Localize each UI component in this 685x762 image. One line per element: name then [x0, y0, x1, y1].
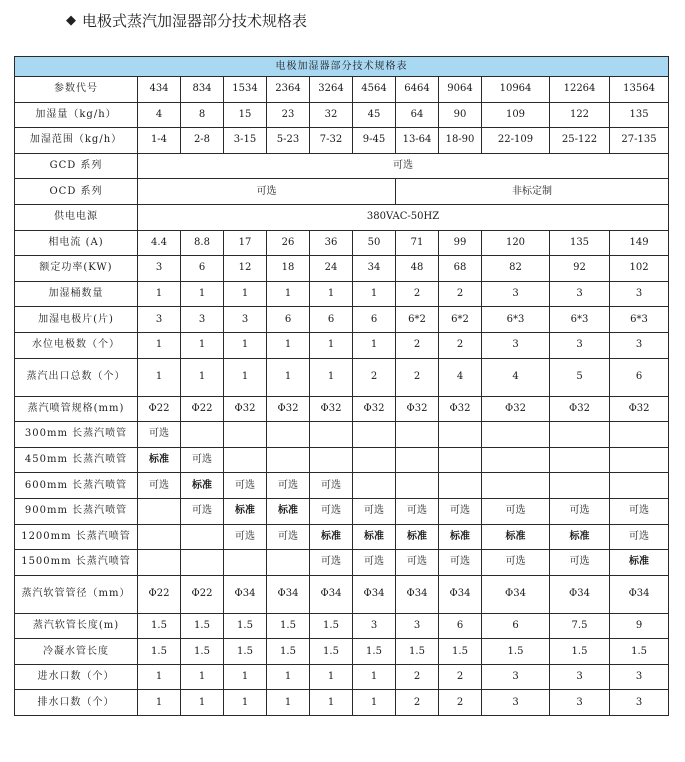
table-row — [15, 230, 669, 256]
table-cell: 1.5 — [181, 613, 224, 639]
table-cell — [138, 524, 181, 550]
table-cell: 3 — [181, 307, 224, 333]
table-row — [15, 690, 669, 716]
table-row — [15, 498, 669, 524]
table-cell: 135 — [610, 102, 669, 128]
table-cell: 1.5 — [550, 639, 610, 665]
table-cell: 6 — [439, 613, 482, 639]
table-cell — [267, 550, 310, 576]
table-cell: 可选 — [181, 447, 224, 473]
table-cell: 可选 — [224, 524, 267, 550]
table-title: 电极加湿器部分技术规格表 — [15, 57, 669, 77]
table-cell — [181, 550, 224, 576]
spec-table — [14, 56, 669, 716]
table-cell: 3 — [550, 332, 610, 358]
table-cell: Φ32 — [396, 396, 439, 422]
table-cell: Φ22 — [138, 575, 181, 613]
table-cell: 1 — [353, 281, 396, 307]
row-label: 进水口数（个） — [15, 664, 138, 690]
table-cell — [610, 447, 669, 473]
table-cell: 23 — [267, 102, 310, 128]
row-label: 1200mm 长蒸汽喷管 — [15, 524, 138, 550]
table-cell: 1 — [224, 281, 267, 307]
table-cell: 26 — [267, 230, 310, 256]
row-label: GCD 系列 — [15, 153, 138, 179]
table-cell: 1 — [267, 690, 310, 716]
row-label: 600mm 长蒸汽喷管 — [15, 473, 138, 499]
table-cell: 1.5 — [181, 639, 224, 665]
table-cell: 99 — [439, 230, 482, 256]
table-cell — [138, 550, 181, 576]
table-cell: 2 — [439, 664, 482, 690]
table-cell: 1534 — [224, 77, 267, 103]
table-cell: 2 — [439, 281, 482, 307]
table-cell: 可选 — [224, 473, 267, 499]
table-cell — [396, 422, 439, 448]
table-cell — [396, 473, 439, 499]
spanning-cell: 380VAC-50HZ — [138, 204, 669, 230]
table-cell: 标准 — [224, 498, 267, 524]
table-cell: 27-135 — [610, 128, 669, 154]
row-label: 冷凝水管长度 — [15, 639, 138, 665]
table-row — [15, 179, 669, 205]
table-row — [15, 396, 669, 422]
table-cell: 3 — [550, 281, 610, 307]
table-row — [15, 524, 669, 550]
table-cell — [482, 447, 550, 473]
table-row — [15, 128, 669, 154]
table-cell: 34 — [353, 256, 396, 282]
table-row — [15, 77, 669, 103]
table-cell: 4 — [439, 358, 482, 396]
table-cell: 可选 — [396, 498, 439, 524]
table-cell: 可选 — [138, 473, 181, 499]
table-cell: 1 — [224, 664, 267, 690]
table-row — [15, 422, 669, 448]
table-cell: 6*2 — [396, 307, 439, 333]
table-cell: 1 — [138, 332, 181, 358]
table-cell: 可选 — [310, 473, 353, 499]
table-cell: 25-122 — [550, 128, 610, 154]
table-cell: 4.4 — [138, 230, 181, 256]
table-cell: 22-109 — [482, 128, 550, 154]
row-label: 加湿桶数量 — [15, 281, 138, 307]
table-cell: Φ32 — [310, 396, 353, 422]
table-cell — [181, 524, 224, 550]
table-cell: 标准 — [353, 524, 396, 550]
table-cell: Φ22 — [138, 396, 181, 422]
table-cell: 8.8 — [181, 230, 224, 256]
table-cell: 可选 — [181, 498, 224, 524]
table-cell: 2364 — [267, 77, 310, 103]
table-cell — [267, 447, 310, 473]
table-cell: 3 — [224, 307, 267, 333]
table-cell: 834 — [181, 77, 224, 103]
page-heading — [0, 0, 685, 40]
table-cell: Φ34 — [310, 575, 353, 613]
table-cell: Φ32 — [610, 396, 669, 422]
heading-text: 电极式蒸汽加湿器部分技术规格表 — [82, 11, 308, 30]
table-cell: Φ32 — [439, 396, 482, 422]
table-cell: 标准 — [482, 524, 550, 550]
table-cell: 2 — [396, 332, 439, 358]
table-cell: 48 — [396, 256, 439, 282]
table-cell: 120 — [482, 230, 550, 256]
table-cell: 3-15 — [224, 128, 267, 154]
table-cell: 13-64 — [396, 128, 439, 154]
table-cell: 32 — [310, 102, 353, 128]
table-cell: 3 — [482, 281, 550, 307]
table-row — [15, 153, 669, 179]
table-row — [15, 664, 669, 690]
table-cell — [482, 422, 550, 448]
table-cell: 3 — [610, 664, 669, 690]
table-cell: 5-23 — [267, 128, 310, 154]
table-cell: 1-4 — [138, 128, 181, 154]
table-row — [15, 613, 669, 639]
table-row — [15, 307, 669, 333]
table-cell: 可选 — [353, 498, 396, 524]
table-cell: 4 — [138, 102, 181, 128]
row-label: 蒸汽软管管径（mm） — [15, 575, 138, 613]
table-cell — [224, 550, 267, 576]
table-cell: Φ34 — [267, 575, 310, 613]
table-cell: 可选 — [310, 498, 353, 524]
table-cell: 3 — [482, 332, 550, 358]
table-cell: 1.5 — [482, 639, 550, 665]
table-title-row — [15, 57, 669, 77]
table-cell: 3 — [610, 332, 669, 358]
table-cell: Φ32 — [482, 396, 550, 422]
table-cell: 6*3 — [610, 307, 669, 333]
table-cell: 7-32 — [310, 128, 353, 154]
table-cell: 6*3 — [482, 307, 550, 333]
table-cell: 可选 — [396, 550, 439, 576]
table-cell: 1 — [181, 281, 224, 307]
table-cell: 可选 — [610, 498, 669, 524]
table-cell: 1 — [138, 690, 181, 716]
row-label: 1500mm 长蒸汽喷管 — [15, 550, 138, 576]
table-cell — [482, 473, 550, 499]
table-row — [15, 639, 669, 665]
table-cell: Φ34 — [550, 575, 610, 613]
table-cell: 3 — [353, 613, 396, 639]
row-label: 300mm 长蒸汽喷管 — [15, 422, 138, 448]
table-cell: 6 — [310, 307, 353, 333]
table-cell: 1 — [224, 358, 267, 396]
table-cell: 13564 — [610, 77, 669, 103]
table-row — [15, 332, 669, 358]
row-label: 蒸汽喷管规格(mm) — [15, 396, 138, 422]
table-cell: 2 — [353, 358, 396, 396]
table-cell: Φ34 — [610, 575, 669, 613]
table-cell: 3 — [396, 613, 439, 639]
table-cell: 82 — [482, 256, 550, 282]
table-cell — [610, 422, 669, 448]
table-row — [15, 102, 669, 128]
table-cell: Φ34 — [396, 575, 439, 613]
row-label: OCD 系列 — [15, 179, 138, 205]
table-cell: Φ32 — [267, 396, 310, 422]
table-row — [15, 256, 669, 282]
row-label: 参数代号 — [15, 77, 138, 103]
table-cell: 1.5 — [396, 639, 439, 665]
table-cell: 3 — [482, 664, 550, 690]
table-cell: 1 — [224, 690, 267, 716]
table-cell: 6 — [267, 307, 310, 333]
row-label: 蒸汽软管长度(m) — [15, 613, 138, 639]
table-cell — [267, 422, 310, 448]
table-cell: 1.5 — [224, 613, 267, 639]
table-cell: 标准 — [267, 498, 310, 524]
table-cell: 5 — [550, 358, 610, 396]
table-cell: 109 — [482, 102, 550, 128]
table-cell: Φ34 — [353, 575, 396, 613]
table-cell: 1 — [267, 664, 310, 690]
table-cell — [181, 422, 224, 448]
row-label: 供电电源 — [15, 204, 138, 230]
table-cell: 68 — [439, 256, 482, 282]
table-cell — [224, 447, 267, 473]
table-cell: 3 — [550, 690, 610, 716]
table-cell: 3 — [138, 256, 181, 282]
table-cell: 1 — [181, 664, 224, 690]
table-row — [15, 550, 669, 576]
table-cell: 可选 — [267, 473, 310, 499]
table-cell — [550, 422, 610, 448]
table-cell: 可选 — [482, 498, 550, 524]
table-cell: 18-90 — [439, 128, 482, 154]
table-cell: Φ32 — [550, 396, 610, 422]
table-row — [15, 281, 669, 307]
table-cell: 50 — [353, 230, 396, 256]
table-cell: 1.5 — [353, 639, 396, 665]
table-cell: 3 — [482, 690, 550, 716]
table-cell: 6*2 — [439, 307, 482, 333]
table-cell: 1 — [310, 664, 353, 690]
table-cell: 18 — [267, 256, 310, 282]
table-cell: 标准 — [439, 524, 482, 550]
table-cell: Φ22 — [181, 396, 224, 422]
table-cell: Φ34 — [482, 575, 550, 613]
table-cell — [224, 422, 267, 448]
table-cell: 8 — [181, 102, 224, 128]
table-cell: 可选 — [267, 524, 310, 550]
row-label: 450mm 长蒸汽喷管 — [15, 447, 138, 473]
table-cell: 6 — [353, 307, 396, 333]
table-cell: 6464 — [396, 77, 439, 103]
table-cell: Φ32 — [224, 396, 267, 422]
table-cell: 标准 — [610, 550, 669, 576]
table-cell — [353, 422, 396, 448]
table-cell: 1.5 — [439, 639, 482, 665]
table-cell: 10964 — [482, 77, 550, 103]
table-cell: 36 — [310, 230, 353, 256]
row-label: 加湿量（kg/h） — [15, 102, 138, 128]
table-cell: 6 — [181, 256, 224, 282]
table-cell: 71 — [396, 230, 439, 256]
table-cell: 可选 — [138, 422, 181, 448]
table-cell: 149 — [610, 230, 669, 256]
row-label: 900mm 长蒸汽喷管 — [15, 498, 138, 524]
table-cell — [550, 447, 610, 473]
row-label: 加湿范围（kg/h） — [15, 128, 138, 154]
table-cell: 2 — [396, 358, 439, 396]
table-cell: 2 — [439, 690, 482, 716]
table-cell: 1.5 — [610, 639, 669, 665]
table-cell: 3264 — [310, 77, 353, 103]
table-cell: 90 — [439, 102, 482, 128]
table-cell: 12 — [224, 256, 267, 282]
table-cell: 1.5 — [138, 639, 181, 665]
table-cell: 可选 — [353, 550, 396, 576]
row-label: 排水口数（个） — [15, 690, 138, 716]
table-cell: 135 — [550, 230, 610, 256]
table-cell: 1 — [138, 281, 181, 307]
table-cell: 可选 — [550, 498, 610, 524]
table-cell: 可选 — [310, 550, 353, 576]
table-row — [15, 473, 669, 499]
spanning-cell-right: 非标定制 — [396, 179, 669, 205]
table-cell: 17 — [224, 230, 267, 256]
table-cell: 1 — [181, 690, 224, 716]
table-cell: 标准 — [310, 524, 353, 550]
table-cell: Φ32 — [353, 396, 396, 422]
table-cell: 1 — [267, 281, 310, 307]
table-cell: 2 — [439, 332, 482, 358]
table-cell: 标准 — [550, 524, 610, 550]
table-cell: 1 — [353, 332, 396, 358]
table-cell: 1 — [310, 690, 353, 716]
table-cell: Φ34 — [439, 575, 482, 613]
table-cell: 1 — [310, 332, 353, 358]
table-cell: 3 — [138, 307, 181, 333]
table-cell: 1.5 — [267, 639, 310, 665]
spanning-cell-left: 可选 — [138, 179, 396, 205]
table-cell: 6 — [610, 358, 669, 396]
table-cell: 1 — [310, 281, 353, 307]
table-cell: 1 — [310, 358, 353, 396]
table-cell: 92 — [550, 256, 610, 282]
row-label: 相电流 (A) — [15, 230, 138, 256]
table-cell: 7.5 — [550, 613, 610, 639]
table-cell: 6 — [482, 613, 550, 639]
spanning-cell: 可选 — [138, 153, 669, 179]
row-label: 加湿电极片(片) — [15, 307, 138, 333]
table-cell: 2 — [396, 281, 439, 307]
table-cell: 64 — [396, 102, 439, 128]
table-cell: 3 — [610, 690, 669, 716]
table-cell: 标准 — [138, 447, 181, 473]
table-row — [15, 447, 669, 473]
table-cell: 3 — [550, 664, 610, 690]
table-cell: 9064 — [439, 77, 482, 103]
row-label: 水位电极数（个） — [15, 332, 138, 358]
table-cell: 1.5 — [267, 613, 310, 639]
table-cell — [439, 447, 482, 473]
table-cell — [396, 447, 439, 473]
table-cell: 102 — [610, 256, 669, 282]
diamond-icon: ◆ — [66, 12, 76, 28]
table-cell: 可选 — [439, 550, 482, 576]
table-row — [15, 358, 669, 396]
table-cell: 1 — [138, 664, 181, 690]
table-cell: 可选 — [550, 550, 610, 576]
table-cell: 1.5 — [310, 639, 353, 665]
table-cell: 15 — [224, 102, 267, 128]
table-cell: 122 — [550, 102, 610, 128]
table-cell: 1 — [353, 664, 396, 690]
table-cell: 1 — [138, 358, 181, 396]
table-cell — [310, 447, 353, 473]
table-cell: 可选 — [439, 498, 482, 524]
table-cell: 1.5 — [224, 639, 267, 665]
table-cell: 434 — [138, 77, 181, 103]
table-cell: 9-45 — [353, 128, 396, 154]
table-cell: 可选 — [610, 524, 669, 550]
table-cell: 6*3 — [550, 307, 610, 333]
table-cell: 1.5 — [310, 613, 353, 639]
table-cell: 4 — [482, 358, 550, 396]
table-cell: 45 — [353, 102, 396, 128]
table-cell: 1 — [181, 358, 224, 396]
table-cell: 可选 — [482, 550, 550, 576]
table-cell — [310, 422, 353, 448]
table-cell: 1 — [353, 690, 396, 716]
table-cell: 标准 — [181, 473, 224, 499]
table-cell: 12264 — [550, 77, 610, 103]
table-row — [15, 575, 669, 613]
table-cell: 24 — [310, 256, 353, 282]
table-cell — [439, 422, 482, 448]
table-cell — [138, 498, 181, 524]
table-cell: Φ22 — [181, 575, 224, 613]
table-cell: 1 — [267, 358, 310, 396]
table-cell: 1.5 — [138, 613, 181, 639]
table-row — [15, 204, 669, 230]
row-label: 额定功率(KW) — [15, 256, 138, 282]
table-cell: 3 — [610, 281, 669, 307]
table-cell — [353, 447, 396, 473]
table-cell: 2 — [396, 690, 439, 716]
table-cell: 1 — [224, 332, 267, 358]
table-cell: Φ34 — [224, 575, 267, 613]
table-cell — [353, 473, 396, 499]
table-cell: 2-8 — [181, 128, 224, 154]
table-cell: 9 — [610, 613, 669, 639]
table-cell: 2 — [396, 664, 439, 690]
table-cell: 1 — [181, 332, 224, 358]
row-label: 蒸汽出口总数（个） — [15, 358, 138, 396]
table-cell: 1 — [267, 332, 310, 358]
table-cell — [439, 473, 482, 499]
table-cell: 标准 — [396, 524, 439, 550]
table-cell: 4564 — [353, 77, 396, 103]
table-cell — [610, 473, 669, 499]
table-cell — [550, 473, 610, 499]
